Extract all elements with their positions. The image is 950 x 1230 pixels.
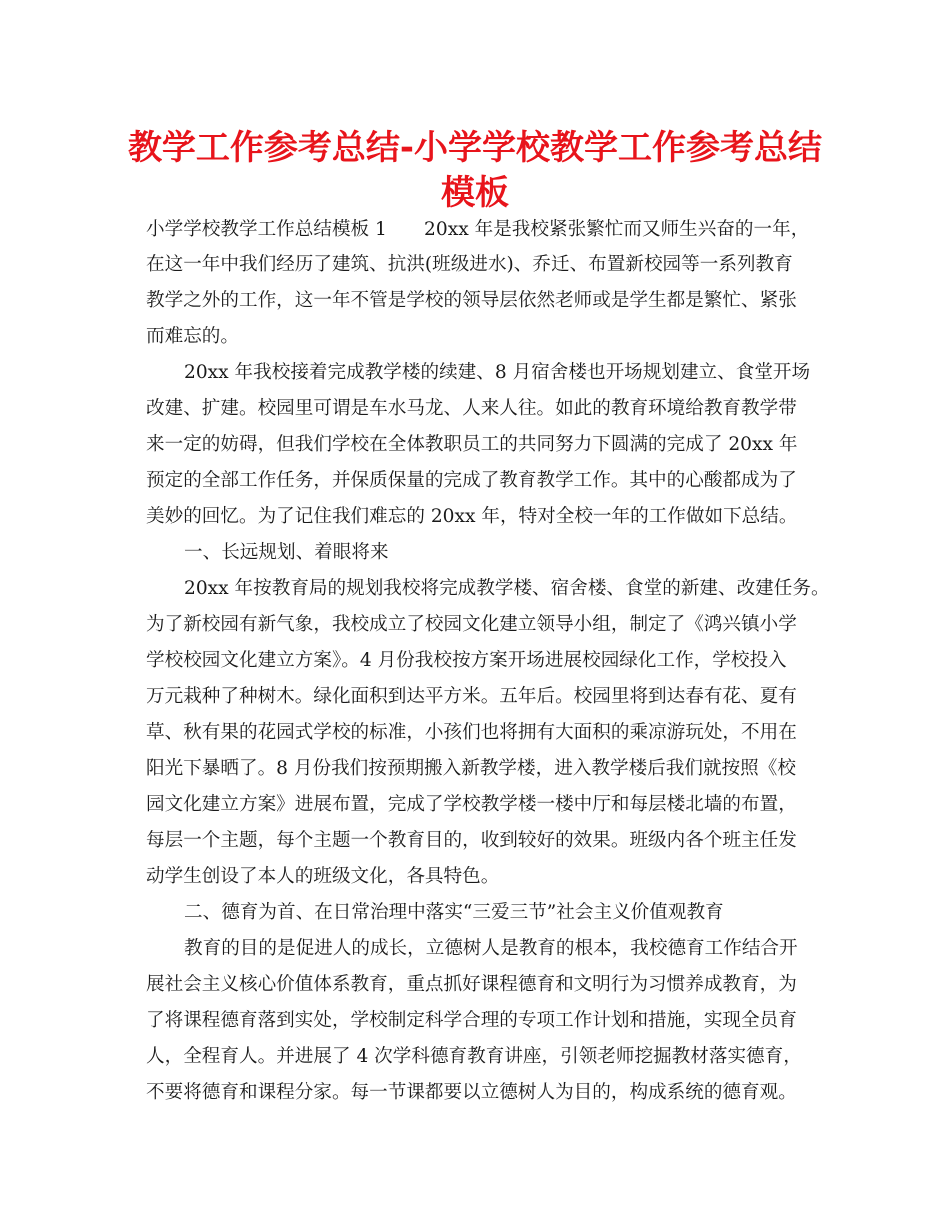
paragraph-line: 动学生创设了本人的班级文化，各具特色。 — [146, 866, 500, 887]
paragraph-line: 人，全程育人。并进展了 4 次学科德育教育讲座，引领老师挖掘教材落实德育， — [146, 1046, 802, 1067]
paragraph-line: 展社会主义核心价值体系教育，重点抓好课程德育和文明行为习惯养成教育，为 — [146, 974, 797, 995]
paragraph-line: 教育的目的是促进人的成长，立德树人是教育的根本，我校德育工作结合开 — [184, 938, 798, 959]
paragraph-line: 草、秋有果的花园式学校的标准，小孩们也将拥有大面积的乘凉游玩处，不用在 — [146, 722, 797, 743]
document-title-line-1: 教学工作参考总结-小学学校教学工作参考总结 — [127, 128, 823, 168]
paragraph-line: 万元栽种了种树木。绿化面积到达平方米。五年后。校园里将到达春有花、夏有 — [146, 686, 797, 707]
paragraph-line: 预定的全部工作任务，并保质保量的完成了教育教学工作。其中的心酸都成为了 — [146, 470, 797, 491]
paragraph-line: 每层一个主题，每个主题一个教育目的，收到较好的效果。班级内各个班主任发 — [146, 830, 797, 851]
paragraph-line: 阳光下暴晒了。8 月份我们按预期搬入新教学楼，进入教学楼后我们就按照《校 — [146, 758, 796, 779]
paragraph-line: 园文化建立方案》进展布置，完成了学校教学楼一楼中厅和每层楼北墙的布置， — [146, 794, 797, 815]
section-heading: 二、德育为首、在日常治理中落实“三爱三节”社会主义价值观教育 — [184, 902, 724, 923]
paragraph-line: 在这一年中我们经历了建筑、抗洪(班级进水)、乔迁、布置新校园等一系列教育 — [146, 254, 793, 275]
paragraph-line: 不要将德育和课程分家。每一节课都要以立德树人为目的，构成系统的德育观。 — [146, 1082, 797, 1103]
paragraph-line: 小学学校教学工作总结模板 1 20xx 年是我校紧张繁忙而又师生兴奋的一年， — [146, 219, 810, 240]
paragraph-line: 来一定的妨碍，但我们学校在全体教职员工的共同努力下圆满的完成了 20xx 年 — [146, 434, 798, 455]
paragraph-line: 学校校园文化建立方案》。4 月份我校按方案开场进展校园绿化工作，学校投入 — [146, 650, 787, 671]
document-title-line-2: 模板 — [441, 173, 509, 213]
paragraph-line: 美妙的回忆。为了记住我们难忘的 20xx 年，特对全校一年的工作做如下总结。 — [146, 506, 798, 527]
section-heading: 一、长远规划、着眼将来 — [184, 542, 389, 563]
paragraph-line: 了将课程德育落到实处，学校制定科学合理的专项工作计划和措施，实现全员育 — [146, 1010, 797, 1031]
paragraph-line: 为了新校园有新气象，我校成立了校园文化建立领导小组，制定了《鸿兴镇小学 — [146, 614, 797, 635]
paragraph-line: 20xx 年我校接着完成教学楼的续建、8 月宿舍楼也开场规划建立、食堂开场 — [184, 362, 811, 383]
paragraph-line: 而难忘的。 — [146, 326, 239, 347]
paragraph-line: 改建、扩建。校园里可谓是车水马龙、人来人往。如此的教育环境给教育教学带 — [146, 398, 797, 419]
paragraph-line: 教学之外的工作，这一年不管是学校的领导层依然老师或是学生都是繁忙、紧张 — [146, 290, 797, 311]
paragraph-line: 20xx 年按教育局的规划我校将完成教学楼、宿舍楼、食堂的新建、改建任务。 — [184, 578, 830, 599]
